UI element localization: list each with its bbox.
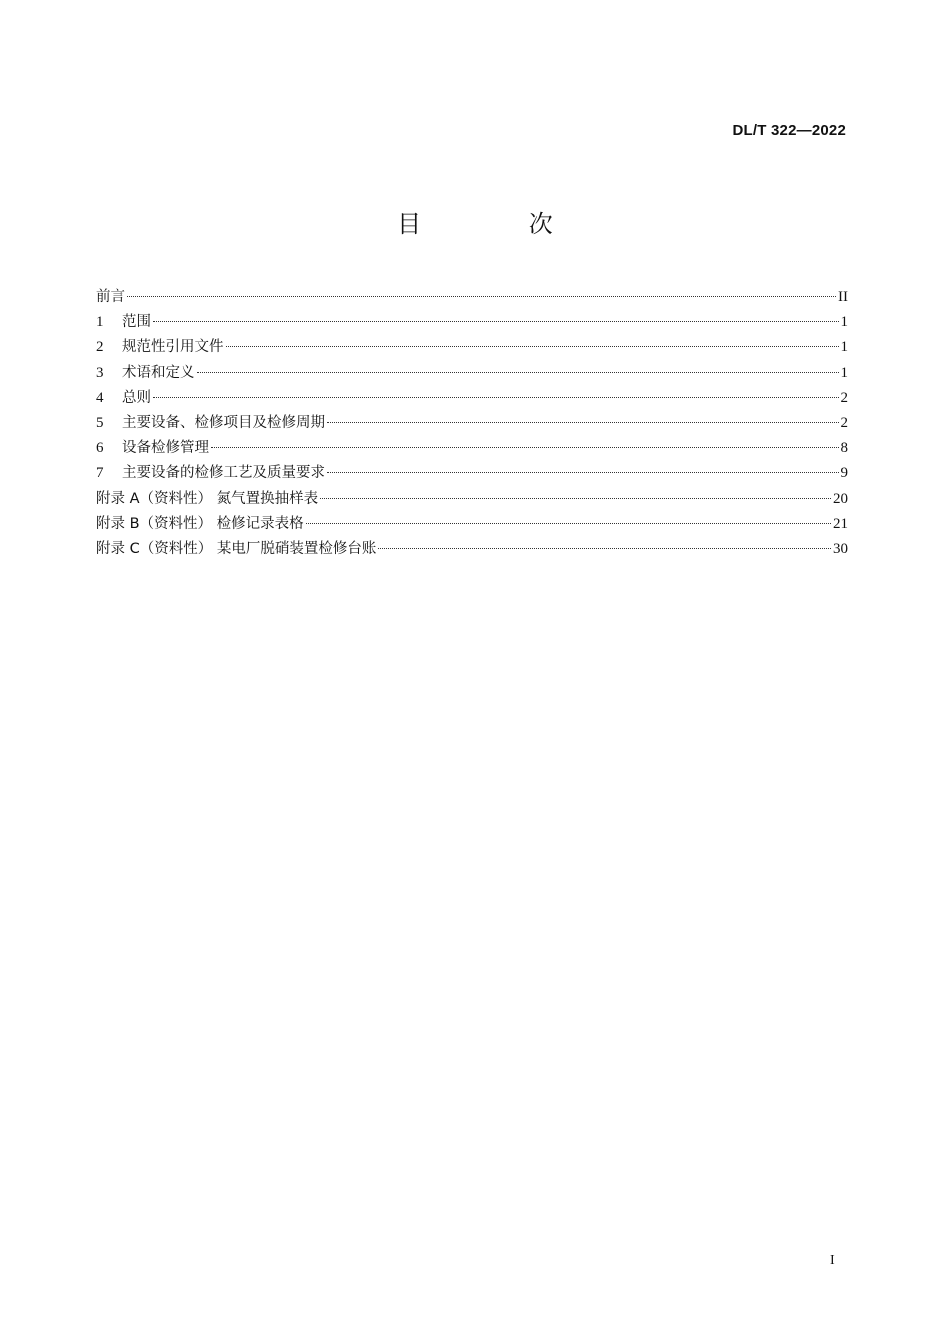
toc-entry[interactable] xyxy=(96,361,848,386)
toc-entry[interactable] xyxy=(96,487,848,512)
page-number: I xyxy=(830,1253,835,1268)
toc-entry-page: 2 xyxy=(840,389,848,406)
toc-entry-number: 1 xyxy=(96,314,104,331)
toc-entry[interactable] xyxy=(96,461,848,486)
table-of-contents xyxy=(96,285,848,562)
page-title: 目 次 xyxy=(397,210,603,238)
toc-entry-label: 主要设备的检修工艺及质量要求 xyxy=(122,465,325,482)
toc-entry-page: 30 xyxy=(833,540,848,557)
toc-entry[interactable] xyxy=(96,411,848,436)
toc-entry-label: 附录 B（资料性） 检修记录表格 xyxy=(96,515,304,532)
toc-dot-leader xyxy=(153,321,839,322)
toc-entry[interactable] xyxy=(96,436,848,461)
toc-dot-leader xyxy=(378,548,831,549)
toc-dot-leader xyxy=(226,346,839,347)
toc-entry-label: 附录 A（资料性） 氮气置换抽样表 xyxy=(96,490,319,507)
toc-entry-label: 附录 C（资料性） 某电厂脱硝装置检修台账 xyxy=(96,540,377,557)
toc-entry-label: 术语和定义 xyxy=(122,364,195,381)
toc-entry-page: II xyxy=(838,289,848,305)
toc-dot-leader xyxy=(197,372,839,373)
toc-entry-page: 1 xyxy=(840,364,848,381)
toc-dot-leader xyxy=(153,397,839,398)
toc-entry-number: 7 xyxy=(96,465,104,482)
toc-dot-leader xyxy=(127,296,836,297)
toc-entry-number: 3 xyxy=(96,364,104,381)
toc-entry-page: 20 xyxy=(833,490,848,507)
toc-dot-leader xyxy=(320,498,831,499)
toc-entry-page: 1 xyxy=(840,339,848,356)
toc-entry[interactable] xyxy=(96,512,848,537)
toc-entry[interactable] xyxy=(96,285,848,310)
toc-entry-label: 总则 xyxy=(122,389,151,406)
toc-entry-page: 21 xyxy=(833,515,848,532)
toc-entry-page: 9 xyxy=(840,465,848,482)
toc-entry[interactable] xyxy=(96,537,848,562)
toc-entry-number: 5 xyxy=(96,414,104,431)
toc-entry-label: 规范性引用文件 xyxy=(122,339,224,356)
toc-entry-number: 4 xyxy=(96,389,104,406)
toc-entry-label: 主要设备、检修项目及检修周期 xyxy=(122,414,325,431)
toc-entry-label: 前言 xyxy=(96,289,125,305)
toc-entry[interactable] xyxy=(96,386,848,411)
toc-entry-label: 范围 xyxy=(122,314,151,331)
toc-dot-leader xyxy=(327,422,839,423)
toc-entry-label: 设备检修管理 xyxy=(122,440,209,457)
toc-dot-leader xyxy=(211,447,839,448)
toc-dot-leader xyxy=(306,523,831,524)
toc-entry-page: 2 xyxy=(840,414,848,431)
toc-entry-page: 1 xyxy=(840,314,848,331)
toc-entry[interactable] xyxy=(96,335,848,360)
toc-entry-number: 2 xyxy=(96,339,104,356)
toc-entry[interactable] xyxy=(96,310,848,335)
toc-dot-leader xyxy=(327,472,839,473)
toc-entry-page: 8 xyxy=(840,440,848,457)
standard-code: DL/T 322—2022 xyxy=(732,122,846,139)
toc-entry-number: 6 xyxy=(96,440,104,457)
